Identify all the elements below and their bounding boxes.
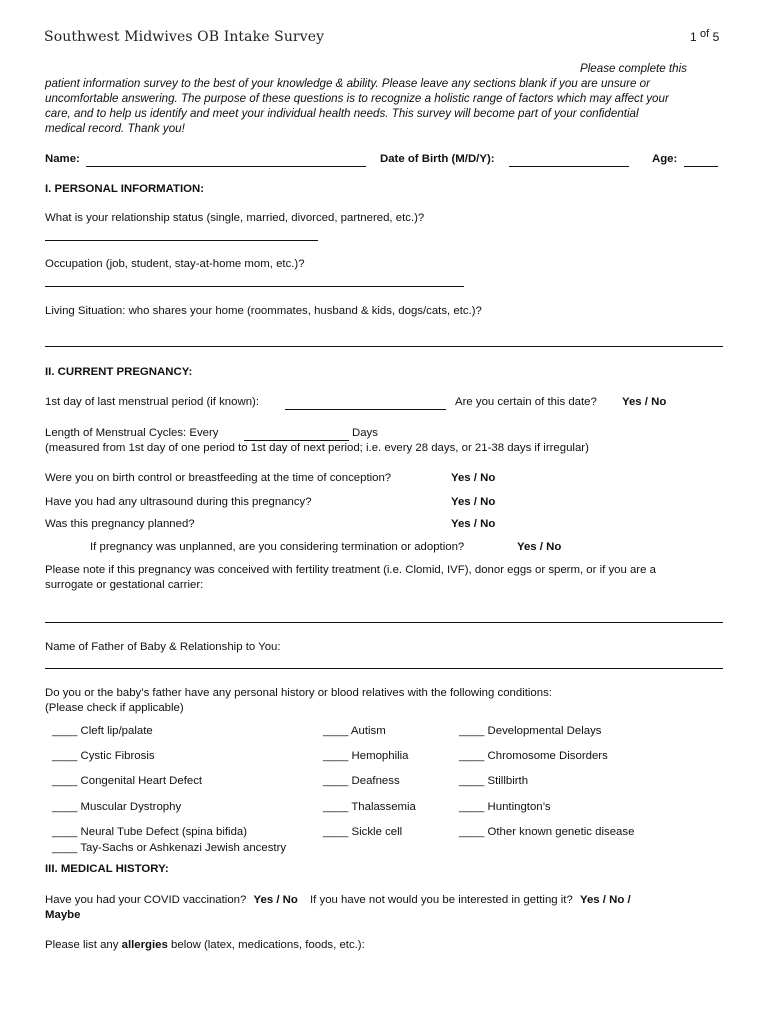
check-blank[interactable]: ____: [52, 826, 78, 838]
fertility-field[interactable]: [45, 622, 723, 623]
age-label: Age:: [652, 153, 678, 165]
page-current: 1: [690, 30, 697, 44]
fertility-question-line1: Please note if this pregnancy was conceived with fertility treatment (i.e. Clomid, IVF), donor eggs or sperm, or if you are a: [45, 564, 656, 576]
intro-line-2: patient information survey to the best of your knowledge & ability. Please leave any sections blank if you are unsure or: [45, 77, 650, 90]
relationship-field[interactable]: [45, 240, 318, 241]
condition-label: Developmental Delays: [487, 725, 602, 737]
condition-label: Huntington’s: [487, 801, 551, 813]
condition-item[interactable]: [459, 775, 528, 789]
cycle-days-label: Days: [352, 427, 378, 439]
condition-label: Muscular Dystrophy: [80, 801, 182, 813]
dob-field[interactable]: [509, 166, 629, 167]
covid-question-row: [45, 894, 631, 908]
condition-item[interactable]: [459, 725, 601, 739]
check-blank[interactable]: ____: [459, 826, 485, 838]
check-blank[interactable]: ____: [459, 801, 485, 813]
living-field[interactable]: [45, 346, 723, 347]
name-label: Name:: [45, 153, 80, 165]
condition-label: Cystic Fibrosis: [80, 750, 155, 762]
cycle-note: (measured from 1st day of one period to 1st day of next period; i.e. every 28 days, or 21-38 days if irregular): [45, 442, 589, 454]
allergies-text-c: below (latex, medications, foods, etc.):: [171, 939, 365, 951]
lmp-question: 1st day of last menstrual period (if known):: [45, 396, 259, 408]
relationship-question: What is your relationship status (single, married, divorced, partnered, etc.)?: [45, 212, 425, 224]
condition-label: Other known genetic disease: [487, 826, 635, 838]
covid-maybe-option[interactable]: Maybe: [45, 909, 81, 921]
condition-item[interactable]: [52, 801, 181, 815]
check-blank[interactable]: ____: [52, 775, 78, 787]
condition-label: Autism: [350, 725, 386, 737]
condition-item[interactable]: [459, 801, 551, 815]
check-blank[interactable]: ____: [459, 750, 485, 762]
occupation-question: Occupation (job, student, stay-at-home mom, etc.)?: [45, 258, 305, 270]
ultrasound-question: Have you had any ultrasound during this pregnancy?: [45, 496, 312, 508]
condition-item[interactable]: [52, 826, 247, 840]
covid-question: Have you had your COVID vaccination?: [45, 894, 247, 906]
unplanned-yes-no[interactable]: Yes / No: [517, 541, 562, 553]
check-blank[interactable]: ____: [52, 750, 78, 762]
condition-item[interactable]: [323, 725, 386, 739]
condition-item[interactable]: [323, 750, 409, 764]
lmp-certain-question: Are you certain of this date?: [455, 396, 597, 408]
father-field[interactable]: [45, 668, 723, 669]
condition-label: Thalassemia: [351, 801, 416, 813]
check-blank[interactable]: ____: [52, 842, 78, 854]
page-of: of: [700, 28, 710, 40]
cycle-days-field[interactable]: [244, 440, 349, 441]
covid-interest-options[interactable]: Yes / No /: [579, 894, 631, 906]
condition-label: Congenital Heart Defect: [80, 775, 203, 787]
covid-interest-question: If you have not would you be interested in getting it?: [310, 894, 573, 906]
birth-control-question: Were you on birth control or breastfeeding at the time of conception?: [45, 472, 392, 484]
condition-item[interactable]: [323, 801, 416, 815]
lmp-certain-yes-no[interactable]: Yes / No: [622, 396, 667, 408]
father-question: Name of Father of Baby & Relationship to You:: [45, 641, 281, 653]
condition-label: Hemophilia: [351, 750, 409, 762]
section-medical-heading: III. MEDICAL HISTORY:: [45, 863, 169, 875]
check-blank[interactable]: ____: [459, 775, 485, 787]
check-blank[interactable]: ____: [323, 725, 349, 737]
intro-line-3: uncomfortable answering. The purpose of these questions is to recognize a holistic range of factors which may affect your: [45, 92, 669, 105]
history-question-line2: (Please check if applicable): [45, 702, 184, 714]
planned-yes-no[interactable]: Yes / No: [451, 518, 496, 530]
intro-line-5: medical record. Thank you!: [45, 122, 185, 135]
condition-label: Cleft lip/palate: [80, 725, 153, 737]
page-number: [690, 30, 719, 45]
condition-label: Chromosome Disorders: [487, 750, 608, 762]
dob-label: Date of Birth (M/D/Y):: [380, 153, 495, 165]
condition-label: Deafness: [351, 775, 400, 787]
age-field[interactable]: [684, 166, 718, 167]
ultrasound-yes-no[interactable]: Yes / No: [451, 496, 496, 508]
covid-yes-no[interactable]: Yes / No: [253, 894, 298, 906]
condition-item[interactable]: [459, 750, 608, 764]
check-blank[interactable]: ____: [52, 725, 78, 737]
allergies-text-a: Please list any: [45, 939, 119, 951]
intro-line-1: Please complete this: [580, 62, 687, 75]
lmp-field[interactable]: [285, 409, 446, 410]
birth-control-yes-no[interactable]: Yes / No: [451, 472, 496, 484]
planned-question: Was this pregnancy planned?: [45, 518, 195, 530]
condition-label: Tay-Sachs or Ashkenazi Jewish ancestry: [80, 842, 287, 854]
condition-item[interactable]: [52, 725, 153, 739]
form-title: Southwest Midwives OB Intake Survey: [44, 29, 325, 45]
occupation-field[interactable]: [45, 286, 464, 287]
living-question: Living Situation: who shares your home (roommates, husband & kids, dogs/cats, etc.)?: [45, 305, 482, 317]
condition-item[interactable]: [52, 842, 286, 856]
section-personal-heading: I. PERSONAL INFORMATION:: [45, 183, 205, 195]
condition-item[interactable]: [323, 826, 402, 840]
check-blank[interactable]: ____: [323, 775, 349, 787]
history-question-line1: Do you or the baby’s father have any personal history or blood relatives with the following conditions:: [45, 687, 552, 699]
condition-item[interactable]: [459, 826, 634, 840]
check-blank[interactable]: ____: [459, 725, 485, 737]
section-pregnancy-heading: II. CURRENT PREGNANCY:: [45, 366, 193, 378]
allergies-question: [45, 939, 365, 953]
cycle-question: Length of Menstrual Cycles: Every: [45, 427, 219, 439]
allergies-text-bold: allergies: [121, 939, 168, 951]
condition-label: Neural Tube Defect (spina bifida): [80, 826, 248, 838]
check-blank[interactable]: ____: [323, 801, 349, 813]
unplanned-question: If pregnancy was unplanned, are you considering termination or adoption?: [90, 541, 465, 553]
fertility-question-line2: surrogate or gestational carrier:: [45, 579, 204, 591]
page-total: 5: [712, 30, 720, 44]
check-blank[interactable]: ____: [323, 750, 349, 762]
condition-label: Stillbirth: [487, 775, 529, 787]
name-field[interactable]: [86, 166, 366, 167]
check-blank[interactable]: ____: [52, 801, 78, 813]
intro-line-4: care, and to help us identify and meet your individual health needs. This survey will become part of your confidential: [45, 107, 639, 120]
condition-label: Sickle cell: [351, 826, 403, 838]
check-blank[interactable]: ____: [323, 826, 349, 838]
condition-item[interactable]: [323, 775, 400, 789]
condition-item[interactable]: [52, 775, 202, 789]
condition-item[interactable]: [52, 750, 155, 764]
